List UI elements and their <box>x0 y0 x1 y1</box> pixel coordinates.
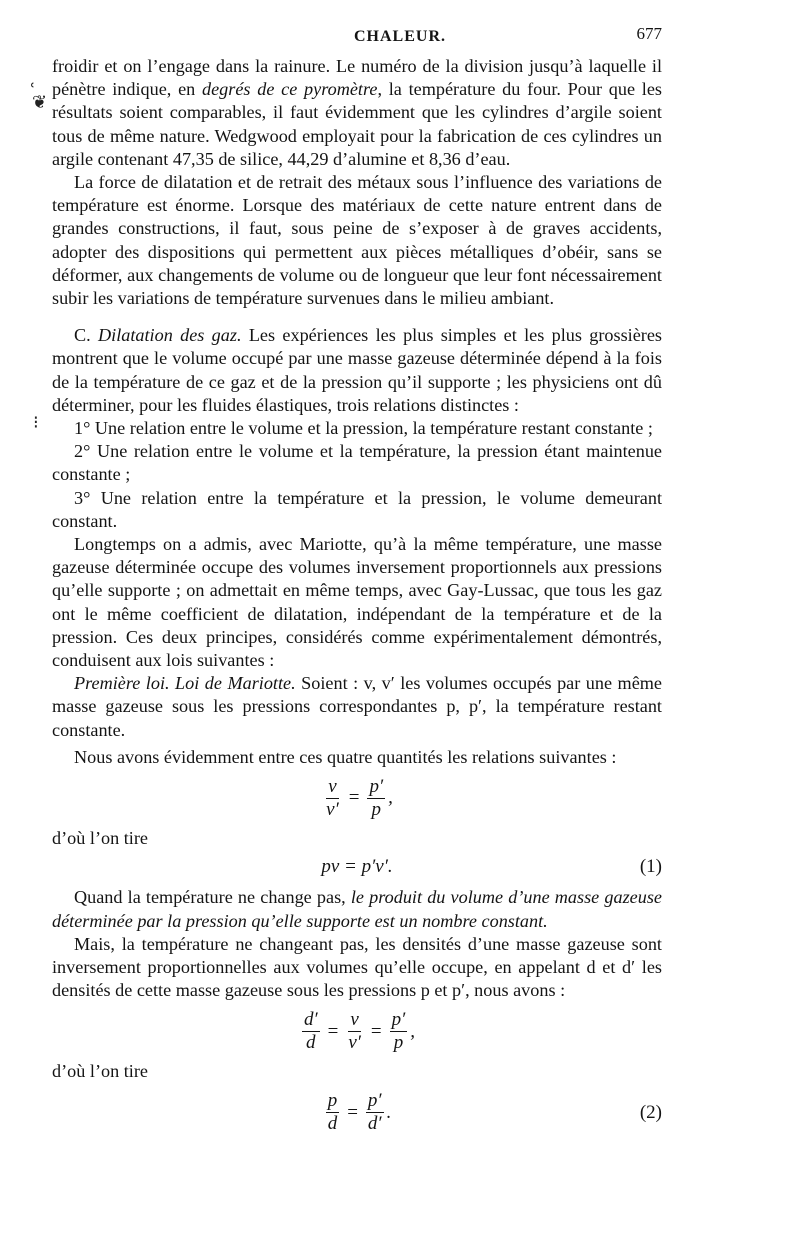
section-heading: Dilatation des gaz. <box>98 325 242 346</box>
list-item: 2° Une relation entre le volume et la température, la pression étant maintenue constante ; <box>52 441 662 485</box>
margin-mark: ⁝ <box>33 412 39 433</box>
numerator: d′ <box>303 1008 318 1030</box>
body-text <box>52 55 662 1142</box>
denominator: v′ <box>348 1031 361 1053</box>
margin-mark: ❦ <box>32 92 48 113</box>
denominator: p <box>393 1031 404 1053</box>
running-title: CHALEUR. <box>353 28 446 45</box>
paragraph-text: froidir et on l’engage dans la rainure. Le numéro de la division jusqu’à laquelle il pénètre indique, en <box>52 56 662 100</box>
italic-text: le produit du volume d’une masse gazeuse déterminée par la pression qu’elle supporte est un nombre constant. <box>52 887 662 931</box>
paragraph-text: , la température du four. Pour que les résultats soient comparables, il faut évidemment que les cylindres d’argile soient tous de même nature. Wedgwood employait pour la fabrication de ces cylindres un argile contenant 47,35 de silice, 44,29 d’alumine et 8,36 d’eau. <box>52 79 662 169</box>
paragraph <box>52 886 662 932</box>
list-item: 1° Une relation entre le volume et la pression, la température restant constante ; <box>74 418 653 439</box>
paragraph: d’où l’on tire <box>52 1061 148 1082</box>
numerator: p <box>327 1090 338 1112</box>
equation-number: (1) <box>639 855 662 877</box>
denominator: p <box>371 798 382 820</box>
italic-text: degrés de ce pyromètre <box>202 79 378 100</box>
paragraph: Nous avons évidemment entre ces quatre quantités les relations suivantes : <box>74 746 617 767</box>
equation <box>52 1002 662 1060</box>
list-item: 3° Une relation entre la température et la pression, le volume demeurant constant. <box>52 487 662 531</box>
equals-sign: = <box>370 1020 382 1042</box>
paragraph: Longtemps on a admis, avec Mariotte, qu’à la même température, une masse gazeuse déterminée occupe des volumes inversement proportionnels aux pressions qu’elle supporte ; on admettait en même temps, avec Gay-Lussac, que tous les gaz ont le même coefficient de dilatation, indépendant de la température et de la pression. Ces deux principes, considérés comme expérimentalement démontrés, conduisent aux lois suivantes : <box>52 534 662 671</box>
numerator: p′ <box>367 1090 382 1112</box>
punctuation: , <box>388 787 393 809</box>
denominator: d <box>327 1113 338 1135</box>
denominator: d <box>306 1031 316 1053</box>
page-number: 677 <box>636 24 662 43</box>
equation <box>52 769 662 827</box>
paragraph: La force de dilatation et de retrait des métaux sous l’influence des variations de température est énorme. Lorsque des matériaux de cette nature entrent dans de grandes constructions, il faut, sous peine de s’exposer à de graves accidents, adopter des dispositions qui permettent aux pièces métalliques d’obéir, sans se déformer, aux changements de volume ou de longueur que leur font nécessairement subir les variations de température survenues dans le milieu ambiant. <box>52 172 662 309</box>
equation-number: (2) <box>639 1101 662 1123</box>
numerator: p′ <box>369 775 384 797</box>
paragraph: d’où l’on tire <box>52 828 148 849</box>
equals-sign: = <box>348 787 360 809</box>
paragraph: Mais, la température ne changeant pas, les densités d’une masse gazeuse sont inversement proportionnelles aux volumes qu’elle occupe, en appelant d et d′ les densités de cette masse gazeuse sous les pressions p et p′, nous avons : <box>52 933 662 1001</box>
law-heading: Première loi. Loi de Mariotte. <box>74 673 296 694</box>
numerator: v <box>328 775 337 797</box>
paragraph <box>52 672 662 742</box>
punctuation: , <box>410 1020 416 1042</box>
paragraph-text: Quand la température ne change pas, <box>74 887 351 908</box>
equals-sign: = <box>327 1020 339 1042</box>
paragraph-text: Les expériences les plus simples et les plus grossières montrent que le volume occupé par une masse gazeuse déterminée dépend à la fois de la température de ce gaz et de la pression qu’il supporte ; les physiciens ont dû déterminer, pour les fluides élastiques, trois relations distinctes : <box>52 325 662 415</box>
denominator: d′ <box>367 1113 382 1135</box>
equals-sign: = <box>347 1101 358 1123</box>
paragraph-text: Soient : v, v′ les volumes occupés par une même masse gazeuse sous les pressions correspondantes p, p′, la température restant constante. <box>52 673 662 740</box>
equation <box>52 850 662 882</box>
punctuation: . <box>386 1101 392 1123</box>
numerator: v <box>350 1008 359 1030</box>
margin-mark: ˓ <box>30 76 36 97</box>
paragraph <box>52 55 662 171</box>
denominator: v′ <box>326 798 339 820</box>
paragraph <box>52 324 662 417</box>
section-letter: C. <box>74 325 99 346</box>
numerator: p′ <box>391 1008 406 1030</box>
equation-text: pv = p′v′. <box>321 855 393 877</box>
equation <box>52 1084 662 1142</box>
